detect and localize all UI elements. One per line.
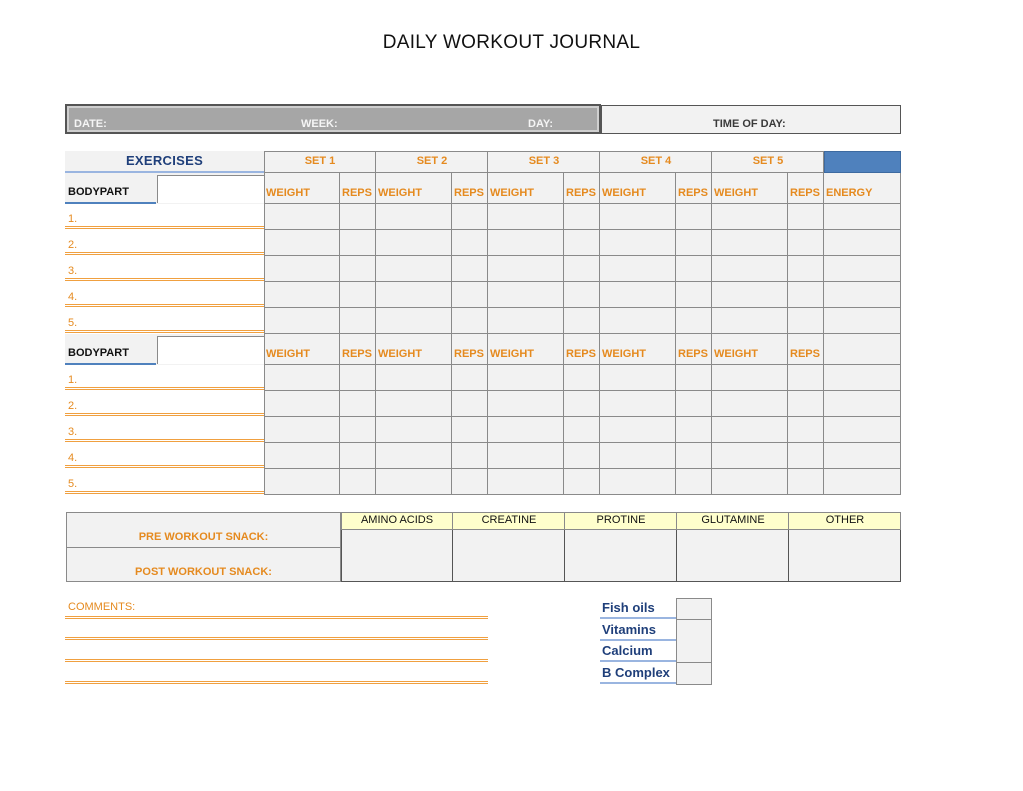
reps-cell[interactable] bbox=[564, 443, 600, 469]
weight-label: WEIGHT bbox=[714, 187, 758, 199]
supplement-checkbox[interactable] bbox=[676, 663, 712, 685]
reps-cell[interactable] bbox=[564, 365, 600, 391]
reps-cell[interactable] bbox=[676, 256, 712, 282]
reps-cell[interactable] bbox=[564, 391, 600, 417]
comment-line[interactable] bbox=[65, 659, 488, 662]
energy-cell[interactable] bbox=[824, 417, 901, 443]
weight-cell[interactable] bbox=[264, 417, 340, 443]
weight-cell[interactable] bbox=[712, 469, 788, 495]
weight-cell[interactable] bbox=[488, 365, 564, 391]
reps-cell[interactable] bbox=[676, 282, 712, 308]
weight-cell[interactable] bbox=[264, 365, 340, 391]
reps-cell[interactable] bbox=[452, 391, 488, 417]
weight-cell[interactable] bbox=[488, 469, 564, 495]
weight-cell[interactable] bbox=[600, 417, 676, 443]
snack-entry-cell[interactable] bbox=[677, 530, 789, 582]
comment-line[interactable] bbox=[65, 637, 488, 640]
reps-cell[interactable] bbox=[564, 282, 600, 308]
row-underline bbox=[65, 226, 264, 229]
snack-divider bbox=[66, 547, 341, 548]
energy-cell[interactable] bbox=[824, 282, 901, 308]
reps-cell[interactable] bbox=[676, 443, 712, 469]
row-underline bbox=[65, 439, 264, 442]
weight-cell[interactable] bbox=[376, 443, 452, 469]
reps-cell[interactable] bbox=[788, 365, 824, 391]
reps-cell[interactable] bbox=[340, 443, 376, 469]
reps-cell[interactable] bbox=[452, 308, 488, 334]
row-number: 3. bbox=[68, 426, 78, 438]
weight-cell[interactable] bbox=[264, 204, 340, 230]
set-header-label: SET 3 bbox=[528, 155, 560, 167]
reps-cell[interactable] bbox=[564, 417, 600, 443]
reps-cell[interactable] bbox=[452, 230, 488, 256]
reps-cell[interactable] bbox=[676, 308, 712, 334]
weight-label: WEIGHT bbox=[266, 348, 310, 360]
reps-cell[interactable] bbox=[340, 365, 376, 391]
weight-cell[interactable] bbox=[376, 282, 452, 308]
weight-cell[interactable] bbox=[712, 365, 788, 391]
week-label: WEEK: bbox=[301, 118, 338, 130]
reps-cell[interactable] bbox=[452, 204, 488, 230]
weight-cell[interactable] bbox=[376, 256, 452, 282]
supplement-underline bbox=[600, 660, 676, 662]
weight-cell[interactable] bbox=[600, 204, 676, 230]
weight-cell[interactable] bbox=[712, 230, 788, 256]
energy-cell[interactable] bbox=[824, 469, 901, 495]
row-number: 5. bbox=[68, 317, 78, 329]
reps-cell[interactable] bbox=[676, 230, 712, 256]
row-underline bbox=[65, 413, 264, 416]
weight-cell[interactable] bbox=[488, 230, 564, 256]
set-header-label: SET 2 bbox=[416, 155, 448, 167]
reps-cell[interactable] bbox=[788, 469, 824, 495]
weight-cell[interactable] bbox=[712, 417, 788, 443]
snack-column-label: CREATINE bbox=[481, 514, 537, 526]
row-underline bbox=[65, 278, 264, 281]
time-of-day-label: TIME OF DAY: bbox=[713, 118, 786, 130]
snack-entry-cell[interactable] bbox=[341, 530, 453, 582]
row-underline bbox=[65, 387, 264, 390]
supplement-underline bbox=[600, 682, 676, 684]
reps-cell[interactable] bbox=[564, 256, 600, 282]
snack-column-label: AMINO ACIDS bbox=[360, 514, 434, 526]
energy-label: ENERGY bbox=[826, 187, 873, 199]
reps-cell[interactable] bbox=[676, 204, 712, 230]
comment-line[interactable] bbox=[65, 681, 488, 684]
weight-label: WEIGHT bbox=[378, 348, 422, 360]
weight-cell[interactable] bbox=[264, 308, 340, 334]
reps-cell[interactable] bbox=[564, 469, 600, 495]
weight-cell[interactable] bbox=[600, 308, 676, 334]
reps-cell[interactable] bbox=[788, 308, 824, 334]
reps-cell[interactable] bbox=[452, 443, 488, 469]
reps-label: REPS bbox=[454, 187, 484, 199]
energy-cell[interactable] bbox=[824, 204, 901, 230]
energy-cell[interactable] bbox=[824, 391, 901, 417]
bodypart-label: BODYPART bbox=[68, 347, 129, 359]
supplement-underline bbox=[600, 617, 676, 619]
exercises-label: EXERCISES bbox=[125, 153, 204, 168]
weight-label: WEIGHT bbox=[602, 187, 646, 199]
reps-label: REPS bbox=[342, 348, 372, 360]
set-header-label: SET 4 bbox=[640, 155, 672, 167]
bodypart-input[interactable] bbox=[157, 175, 264, 203]
row-number: 3. bbox=[68, 265, 78, 277]
comments-label: COMMENTS: bbox=[68, 601, 136, 613]
reps-label: REPS bbox=[678, 348, 708, 360]
snack-column-label: GLUTAMINE bbox=[701, 514, 765, 526]
supplement-underline bbox=[600, 639, 676, 641]
energy-cell[interactable] bbox=[824, 443, 901, 469]
row-number: 4. bbox=[68, 291, 78, 303]
bodypart-label: BODYPART bbox=[68, 186, 129, 198]
reps-cell[interactable] bbox=[340, 417, 376, 443]
pre-workout-snack-label: PRE WORKOUT SNACK: bbox=[138, 531, 269, 543]
weight-cell[interactable] bbox=[712, 308, 788, 334]
weight-label: WEIGHT bbox=[714, 348, 758, 360]
reps-cell[interactable] bbox=[340, 282, 376, 308]
reps-cell[interactable] bbox=[340, 256, 376, 282]
post-workout-snack-label: POST WORKOUT SNACK: bbox=[135, 566, 272, 578]
weight-cell[interactable] bbox=[376, 365, 452, 391]
weight-cell[interactable] bbox=[712, 282, 788, 308]
weight-cell[interactable] bbox=[376, 417, 452, 443]
row-number: 1. bbox=[68, 213, 78, 225]
weight-cell[interactable] bbox=[488, 391, 564, 417]
weight-cell[interactable] bbox=[488, 443, 564, 469]
row-number: 5. bbox=[68, 478, 78, 490]
weight-cell[interactable] bbox=[488, 308, 564, 334]
reps-cell[interactable] bbox=[676, 417, 712, 443]
weight-cell[interactable] bbox=[600, 443, 676, 469]
weight-cell[interactable] bbox=[264, 391, 340, 417]
weight-cell[interactable] bbox=[488, 417, 564, 443]
weight-cell[interactable] bbox=[376, 469, 452, 495]
reps-cell[interactable] bbox=[564, 204, 600, 230]
weight-cell[interactable] bbox=[488, 204, 564, 230]
snack-entry-cell[interactable] bbox=[789, 530, 901, 582]
weight-cell[interactable] bbox=[376, 391, 452, 417]
energy-header-cell bbox=[824, 334, 901, 365]
weight-cell[interactable] bbox=[488, 282, 564, 308]
reps-cell[interactable] bbox=[452, 256, 488, 282]
comment-line[interactable] bbox=[65, 616, 488, 619]
supplement-label: Fish oils bbox=[602, 600, 655, 615]
reps-label: REPS bbox=[566, 187, 596, 199]
supplement-checkbox[interactable] bbox=[676, 598, 712, 620]
snack-column-label: OTHER bbox=[825, 514, 865, 526]
weight-cell[interactable] bbox=[600, 230, 676, 256]
weight-cell[interactable] bbox=[712, 256, 788, 282]
weight-cell[interactable] bbox=[264, 230, 340, 256]
weight-cell[interactable] bbox=[712, 204, 788, 230]
reps-cell[interactable] bbox=[340, 391, 376, 417]
energy-cell[interactable] bbox=[824, 256, 901, 282]
row-underline bbox=[65, 465, 264, 468]
snack-column-label: PROTINE bbox=[596, 514, 646, 526]
energy-accent-cell bbox=[824, 151, 901, 173]
reps-cell[interactable] bbox=[452, 469, 488, 495]
reps-label: REPS bbox=[790, 348, 820, 360]
energy-cell[interactable] bbox=[824, 230, 901, 256]
reps-cell[interactable] bbox=[340, 469, 376, 495]
reps-cell[interactable] bbox=[788, 443, 824, 469]
weight-cell[interactable] bbox=[264, 282, 340, 308]
reps-cell[interactable] bbox=[676, 391, 712, 417]
reps-cell[interactable] bbox=[788, 282, 824, 308]
reps-cell[interactable] bbox=[788, 391, 824, 417]
set-header-label: SET 1 bbox=[304, 155, 336, 167]
weight-cell[interactable] bbox=[600, 469, 676, 495]
reps-cell[interactable] bbox=[676, 365, 712, 391]
set-header-label: SET 5 bbox=[752, 155, 784, 167]
row-number: 1. bbox=[68, 374, 78, 386]
snack-entry-cell[interactable] bbox=[565, 530, 677, 582]
reps-label: REPS bbox=[566, 348, 596, 360]
weight-label: WEIGHT bbox=[490, 187, 534, 199]
weight-cell[interactable] bbox=[600, 391, 676, 417]
reps-cell[interactable] bbox=[788, 417, 824, 443]
weight-cell[interactable] bbox=[600, 282, 676, 308]
supplement-label: Calcium bbox=[602, 643, 653, 658]
row-number: 4. bbox=[68, 452, 78, 464]
weight-label: WEIGHT bbox=[378, 187, 422, 199]
row-underline bbox=[65, 491, 264, 494]
weight-cell[interactable] bbox=[376, 308, 452, 334]
supplement-label: B Complex bbox=[602, 665, 670, 680]
row-number: 2. bbox=[68, 400, 78, 412]
weight-label: WEIGHT bbox=[266, 187, 310, 199]
energy-cell[interactable] bbox=[824, 308, 901, 334]
row-underline bbox=[65, 330, 264, 333]
page-title: DAILY WORKOUT JOURNAL bbox=[382, 32, 641, 53]
reps-cell[interactable] bbox=[788, 230, 824, 256]
reps-label: REPS bbox=[790, 187, 820, 199]
bodypart-input[interactable] bbox=[157, 336, 264, 364]
reps-cell[interactable] bbox=[564, 308, 600, 334]
reps-label: REPS bbox=[678, 187, 708, 199]
weight-cell[interactable] bbox=[264, 256, 340, 282]
weight-cell[interactable] bbox=[376, 230, 452, 256]
reps-cell[interactable] bbox=[788, 256, 824, 282]
reps-cell[interactable] bbox=[452, 282, 488, 308]
reps-label: REPS bbox=[454, 348, 484, 360]
weight-cell[interactable] bbox=[264, 469, 340, 495]
supplement-label: Vitamins bbox=[602, 622, 656, 637]
supplement-checkbox[interactable] bbox=[676, 641, 712, 663]
date-label: DATE: bbox=[74, 118, 107, 130]
weight-cell[interactable] bbox=[712, 443, 788, 469]
supplement-checkbox[interactable] bbox=[676, 620, 712, 642]
reps-cell[interactable] bbox=[340, 204, 376, 230]
weight-cell[interactable] bbox=[264, 443, 340, 469]
row-number: 2. bbox=[68, 239, 78, 251]
weight-label: WEIGHT bbox=[490, 348, 534, 360]
weight-cell[interactable] bbox=[600, 256, 676, 282]
weight-cell[interactable] bbox=[376, 204, 452, 230]
reps-label: REPS bbox=[342, 187, 372, 199]
reps-cell[interactable] bbox=[340, 230, 376, 256]
weight-cell[interactable] bbox=[600, 365, 676, 391]
reps-cell[interactable] bbox=[452, 365, 488, 391]
reps-cell[interactable] bbox=[676, 469, 712, 495]
reps-cell[interactable] bbox=[788, 204, 824, 230]
weight-cell[interactable] bbox=[488, 256, 564, 282]
snack-entry-cell[interactable] bbox=[453, 530, 565, 582]
weight-cell[interactable] bbox=[712, 391, 788, 417]
day-label: DAY: bbox=[528, 118, 554, 130]
reps-cell[interactable] bbox=[340, 308, 376, 334]
reps-cell[interactable] bbox=[452, 417, 488, 443]
row-underline bbox=[65, 304, 264, 307]
row-underline bbox=[65, 252, 264, 255]
energy-cell[interactable] bbox=[824, 365, 901, 391]
reps-cell[interactable] bbox=[564, 230, 600, 256]
weight-label: WEIGHT bbox=[602, 348, 646, 360]
